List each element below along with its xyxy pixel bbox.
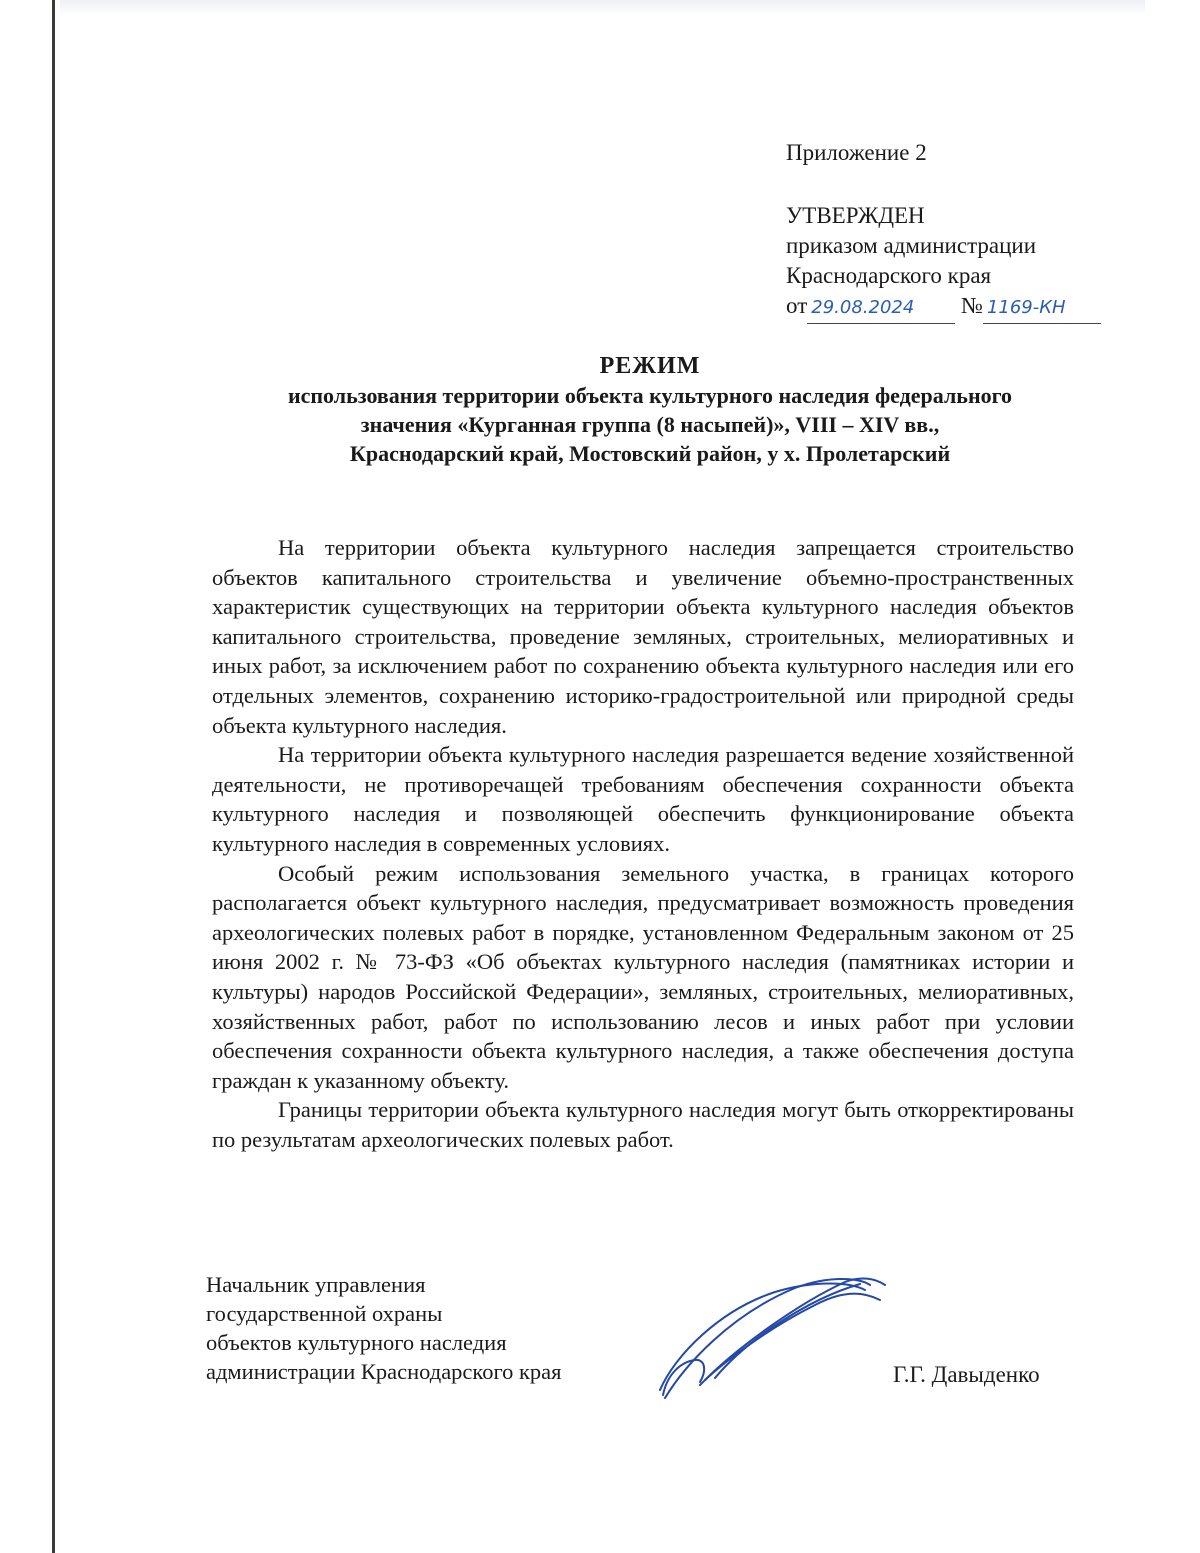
scan-top-shadow — [60, 0, 1145, 16]
signatory-line-2: государственной охраны — [206, 1301, 443, 1326]
approval-block — [786, 201, 1101, 324]
title-main: РЕЖИМ — [599, 353, 701, 379]
approval-date-line — [786, 291, 1101, 324]
approval-line-2: Краснодарского края — [786, 263, 992, 288]
signatory-position — [206, 1270, 562, 1386]
document-title — [200, 352, 1100, 468]
signatory-line-3: объектов культурного наследия — [206, 1330, 507, 1355]
date-prefix: от — [786, 293, 808, 318]
paragraph-1: На территории объекта культурного наследия запрещается строительство объектов капитального строительства и увеличение объемно-пространственных характеристик существующих на территории объекта культурного наследия объектов капитального строительства, проведение земляных, строительных, мелиоративных и иных работ, за исключением работ по сохранению объекта культурного наследия или его отдельных элементов, сохранению историко-градостроительной или природной среды объекта культурного наследия. — [212, 535, 1074, 738]
signatory-line-4: администрации Краснодарского края — [206, 1359, 562, 1384]
approval-line-1: приказом администрации — [786, 233, 1037, 258]
number-prefix: № — [961, 293, 983, 318]
paragraph-2: На территории объекта культурного наследия разрешается ведение хозяйственной деятельности, не противоречащей требованиям обеспечения сохранности объекта культурного наследия и позволяющей обеспечить функционирование объекта культурного наследия в современных условиях. — [212, 742, 1074, 856]
handwritten-signature — [645, 1270, 895, 1405]
scan-left-edge — [52, 0, 55, 1553]
paragraph-4: Границы территории объекта культурного наследия могут быть откорректированы по результатам археологических полевых работ. — [212, 1097, 1074, 1152]
signatory-line-1: Начальник управления — [206, 1272, 426, 1297]
document-body — [212, 533, 1074, 1154]
title-line-1: использования территории объекта культурного наследия федерального — [287, 383, 1013, 408]
title-line-2: значения «Курганная группа (8 насыпей)», VIII – XIV вв., — [360, 412, 940, 437]
signatory-name: Г.Г. Давыденко — [893, 1362, 1040, 1387]
paragraph-3: Особый режим использования земельного участка, в границах которого располагается объект культурного наследия, предусматривает возможность проведения археологических полевых работ в порядке, установленном Федеральным законом от 25 июня 2002 г. № 73-ФЗ «Об объектах культурного наследия (памятниках истории и культуры) народов Российской Федерации», земляных, строительных, мелиоративных, хозяйственных работ, работ по использованию лесов и иных работ при условии обеспечения сохранности объекта культурного наследия, а также обеспечения доступа граждан к указанному объекту. — [212, 860, 1074, 1093]
handwritten-date: 29.08.2024 — [807, 293, 955, 324]
handwritten-number: 1169-КН — [983, 293, 1101, 324]
title-line-3: Краснодарский край, Мостовский район, у х. Пролетарский — [349, 441, 951, 466]
approval-heading: УТВЕРЖДЕН — [786, 203, 925, 228]
appendix-label: Приложение 2 — [786, 140, 927, 165]
